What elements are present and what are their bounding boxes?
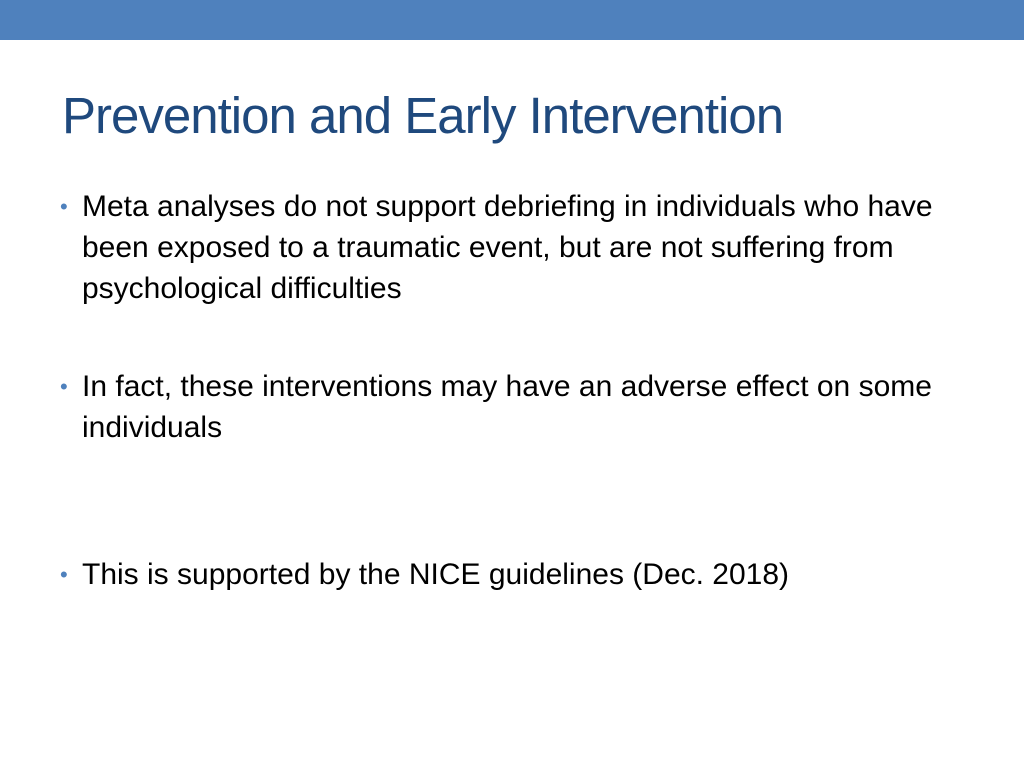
bullet-dot-icon: • bbox=[60, 374, 68, 399]
slide-title: Prevention and Early Intervention bbox=[62, 87, 784, 144]
bullet-item bbox=[56, 366, 976, 448]
bullet-text: In fact, these interventions may have an adverse effect on some individuals bbox=[82, 370, 932, 444]
bullet-text: Meta analyses do not support debriefing in individuals who have been exposed to a traumatic event, but are not suffering from psychological difficulties bbox=[82, 190, 933, 305]
bullet-item bbox=[56, 186, 976, 309]
bullet-text: This is supported by the NICE guidelines (Dec. 2018) bbox=[82, 558, 790, 591]
bullet-list bbox=[56, 186, 976, 595]
top-accent-bar bbox=[0, 0, 1024, 40]
bullet-dot-icon: • bbox=[60, 194, 68, 219]
bullet-item bbox=[56, 554, 976, 595]
bullet-dot-icon: • bbox=[60, 562, 68, 587]
